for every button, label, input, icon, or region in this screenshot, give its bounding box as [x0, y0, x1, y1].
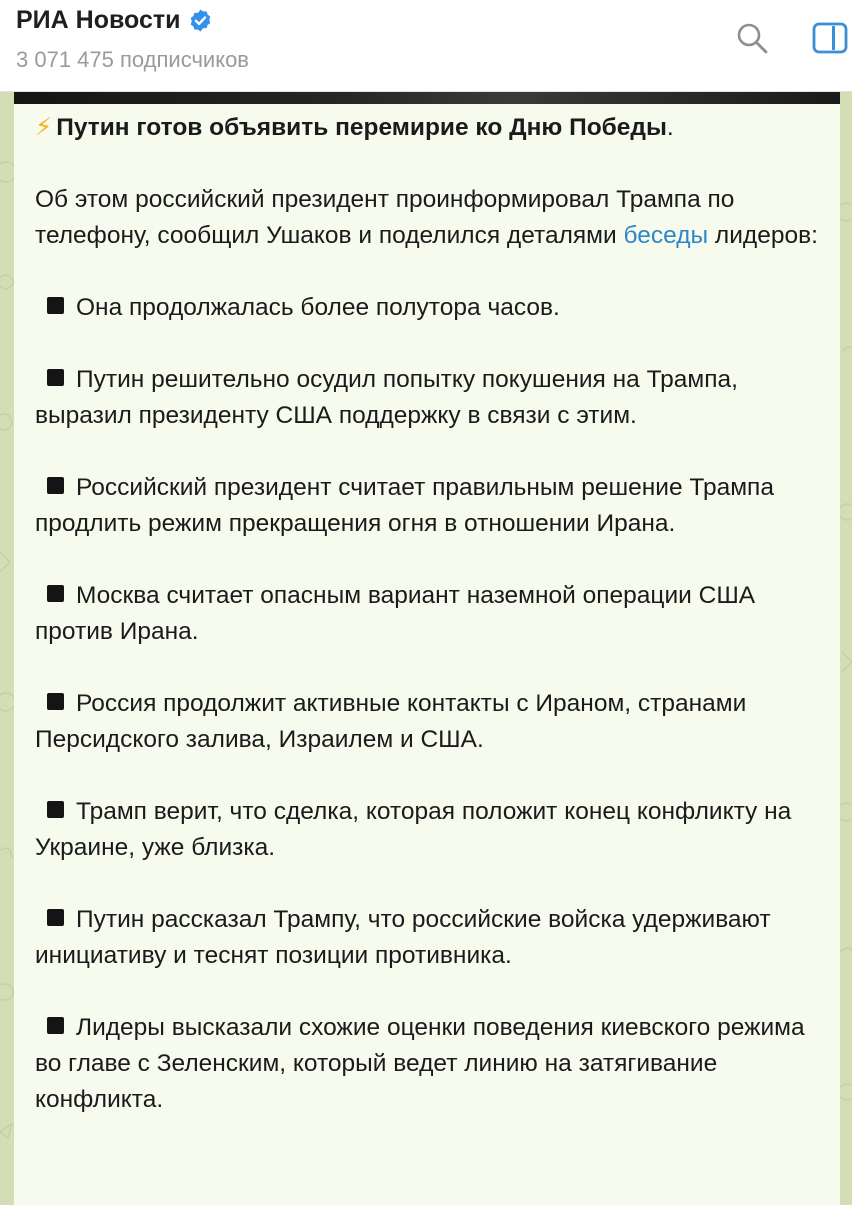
black-square-bullet: [47, 585, 64, 602]
black-square-bullet: [47, 477, 64, 494]
post-headline: [35, 110, 825, 146]
black-square-bullet: [47, 1017, 64, 1034]
black-square-bullet: [47, 297, 64, 314]
channel-header: [0, 0, 852, 92]
subscriber-count: 3 071 475 подписчиков: [16, 47, 249, 72]
list-item: [35, 470, 825, 542]
intro-link[interactable]: беседы: [623, 222, 709, 249]
list-item: [35, 290, 825, 326]
post-text: [35, 110, 825, 1154]
list-item-text: Российский президент считает правильным решение Трампа продлить режим прекращения огня в отношении Ирана.: [35, 474, 774, 537]
channel-title[interactable]: [16, 4, 213, 36]
list-item-text: Путин рассказал Трампу, что российские войска удерживают инициативу и теснят позиции противника.: [35, 906, 771, 969]
toggle-side-panel-button[interactable]: [810, 20, 850, 60]
list-item: [35, 902, 825, 974]
black-square-bullet: [47, 909, 64, 926]
post-intro: [35, 182, 825, 254]
black-square-bullet: [47, 693, 64, 710]
search-icon: [735, 21, 769, 60]
list-item-text: Путин решительно осудил попытку покушения на Трампа, выразил президенту США поддержку в связи с этим.: [35, 366, 738, 429]
list-item-text: Россия продолжит активные контакты с Ираном, странами Персидского залива, Израилем и США.: [35, 690, 747, 753]
verified-badge-icon: [188, 8, 213, 33]
list-item-text: Она продолжалась более полутора часов.: [76, 294, 560, 321]
post-media-preview[interactable]: [14, 92, 840, 104]
list-item: [35, 362, 825, 434]
headline-end: .: [666, 114, 674, 141]
list-item-text: Москва считает опасным вариант наземной операции США против Ирана.: [35, 582, 756, 645]
black-square-bullet: [47, 369, 64, 386]
list-item: [35, 794, 825, 866]
channel-name: РИА Новости: [16, 6, 181, 34]
list-item-text: Лидеры высказали схожие оценки поведения киевского режима во главе с Зеленским, который ведет линию на затягивание конфликта.: [35, 1014, 805, 1113]
lightning-bolt-emoji: ⚡: [35, 114, 53, 141]
search-button[interactable]: [732, 20, 772, 60]
list-item: [35, 686, 825, 758]
list-item: [35, 578, 825, 650]
intro-text: Об этом российский президент проинформировал Трампа по телефону, сообщил Ушаков и поделился деталями: [35, 186, 735, 249]
channel-post: [14, 92, 840, 1205]
headline-text: Путин готов объявить перемирие ко Дню Победы: [56, 114, 667, 141]
intro-text-end: лидеров:: [708, 222, 818, 249]
list-item-text: Трамп верит, что сделка, которая положит конец конфликту на Украине, уже близка.: [35, 798, 792, 861]
side-panel-icon: [812, 22, 848, 59]
list-item: [35, 1010, 825, 1118]
black-square-bullet: [47, 801, 64, 818]
